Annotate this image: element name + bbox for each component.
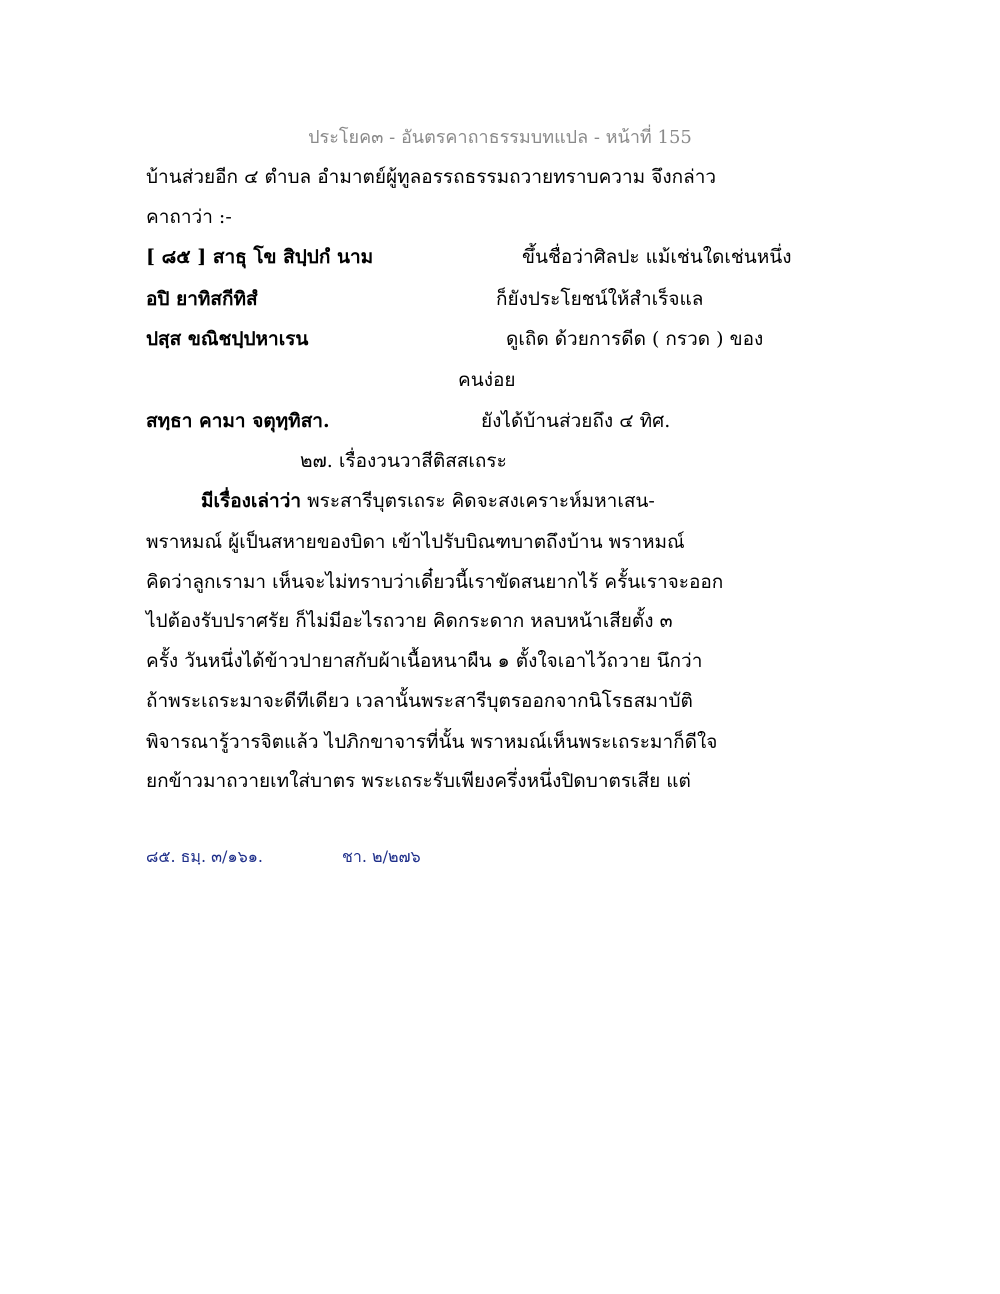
story-line-4: ไปต้องรับปราศรัย ก็ไม่มีอะไรถวาย คิดกระดาก หลบหน้าเสียตั้ง ๓: [146, 610, 673, 632]
story-line-2: พราหมณ์ ผู้เป็นสหายของบิดา เข้าไปรับบิณฑบาตถึงบ้าน พราหมณ์: [146, 531, 685, 553]
verse-thai-1: ขึ้นชื่อว่าศิลปะ แม้เช่นใดเช่นหนึ่ง: [522, 246, 792, 268]
intro-line-1: บ้านส่วยอีก ๔ ตำบล อำมาตย์ผู้ทูลอรรถธรรมถวายทราบความ จึงกล่าว: [146, 166, 717, 188]
intro-line-2: คาถาว่า :-: [146, 206, 232, 228]
verse-pali-2: อปิ ยาทิสกีทิสํ: [146, 288, 258, 310]
page-header: ประโยค๓ - อันตรคาถาธรรมบทแปล - หน้าที่ 155: [308, 127, 692, 148]
footnote-ref-2: ชา. ๒/๒๗๖: [342, 847, 421, 866]
story-lead-bold: มีเรื่องเล่าว่า: [201, 490, 302, 512]
story-line-8: ยกข้าวมาถวายเทใส่บาตร พระเถระรับเพียงครึ่งหนึ่งปิดบาตรเสีย แต่: [146, 770, 691, 792]
verse-pali-4: สทฺธา คามา จตุทฺทิสา.: [146, 410, 330, 432]
verse-pali-1: [ ๘๕ ] สาธุ โข สิปฺปกํ นาม: [146, 246, 374, 268]
story-line-7: พิจารณารู้วารจิตแล้ว ไปภิกขาจารที่นั้น พราหมณ์เห็นพระเถระมาก็ดีใจ: [146, 731, 718, 753]
footnote-ref-1: ๘๕. ธมฺ. ๓/๑๖๑.: [146, 847, 263, 866]
story-line-5: ครั้ง วันหนึ่งได้ข้าวปายาสกับผ้าเนื้อหนาผืน ๑ ตั้งใจเอาไว้ถวาย นึกว่า: [146, 650, 703, 672]
story-line-3: คิดว่าลูกเรามา เห็นจะไม่ทราบว่าเดี๋ยวนี้เราขัดสนยากไร้ ครั้นเราจะออก: [146, 571, 724, 593]
verse-thai-3: ดูเถิด ด้วยการดีด ( กรวด ) ของ: [506, 328, 764, 350]
verse-thai-2: ก็ยังประโยชน์ให้สำเร็จแล: [496, 288, 704, 310]
story-title: ๒๗. เรื่องวนวาสีติสสเถระ: [300, 450, 507, 472]
verse-pali-3: ปสฺส ขณิชปฺปหาเรน: [146, 328, 309, 350]
verse-thai-3-cont: คนง่อย: [458, 369, 516, 391]
story-line-6: ถ้าพระเถระมาจะดีทีเดียว เวลานั้นพระสารีบุตรออกจากนิโรธสมาบัติ: [146, 690, 693, 712]
verse-thai-4: ยังได้บ้านส่วยถึง ๔ ทิศ.: [481, 410, 671, 432]
story-lead-rest: พระสารีบุตรเถระ คิดจะสงเคราะห์มหาเสน-: [301, 490, 655, 512]
story-line-1: [201, 486, 655, 516]
